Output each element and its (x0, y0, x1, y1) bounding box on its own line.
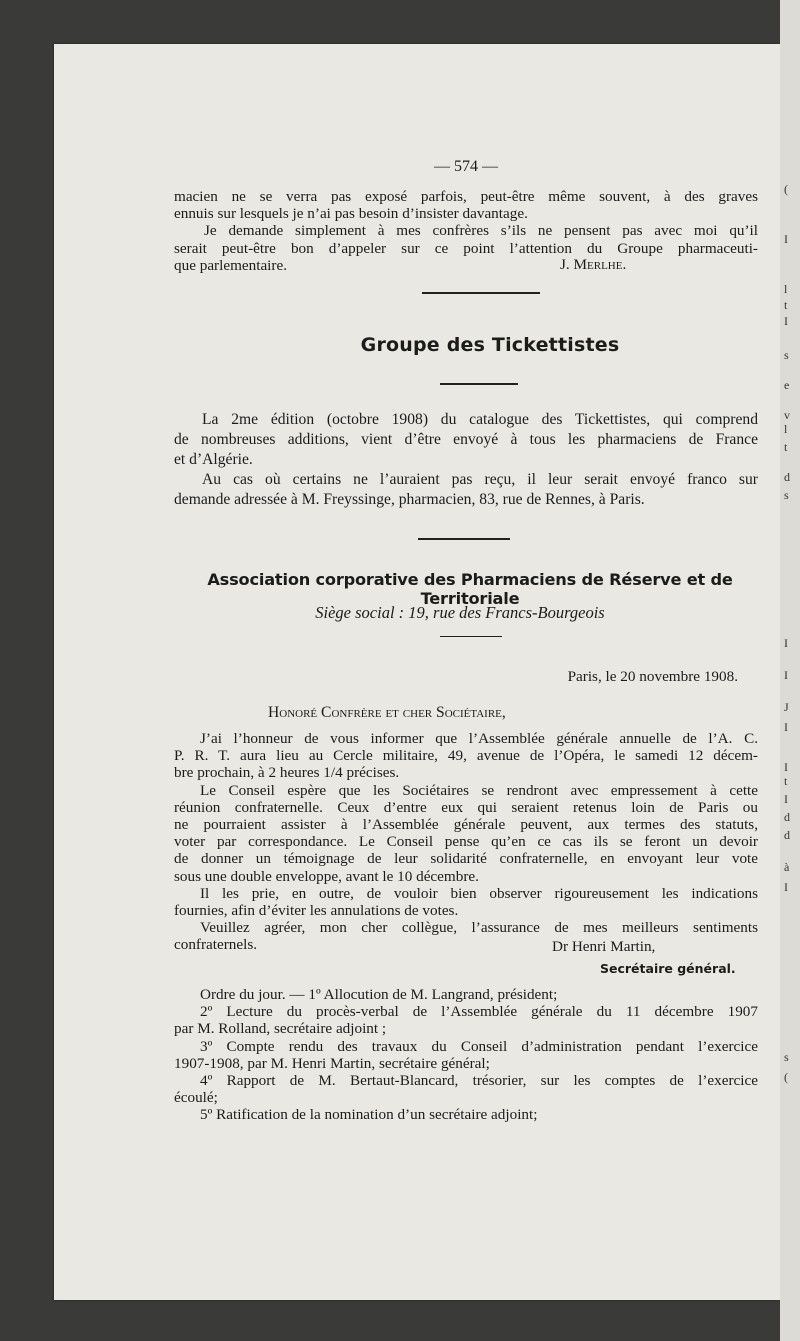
section1-line: La 2me édition (octobre 1908) du catalogue des Tickettistes, qui comprend (202, 411, 758, 428)
section-title-association: Association corporative des Pharmaciens de Réserve et de Territoriale (207, 570, 733, 608)
agenda-line: 1907-1908, par M. Henri Martin, secrétaire général; (174, 1054, 490, 1072)
letter-line: J’ai l’honneur de vous informer que l’Assemblée générale annuelle de l’A. C. (200, 730, 758, 747)
section1-line: et d’Algérie. (174, 451, 253, 468)
adjacent-page-edge (780, 0, 800, 1341)
divider (440, 636, 502, 637)
letter-line: sous une double enveloppe, avant le 10 décembre. (174, 867, 479, 885)
margin-glyph: l (784, 282, 788, 296)
divider (440, 383, 518, 385)
margin-glyph: I (784, 720, 788, 734)
letter-line: voter par correspondance. Le Conseil pense qu’en ce cas ils se feront un devoir (174, 833, 758, 851)
section1-line: de nombreuses additions, vient d’être envoyé à tous les pharmaciens de France (174, 431, 758, 448)
letter-salutation: Honoré Confrère et cher Sociétaire, (268, 704, 506, 721)
letter-date: Paris, le 20 novembre 1908. (567, 668, 738, 685)
agenda-line: 5º Ratification de la nomination d’un secrétaire adjoint; (200, 1106, 538, 1124)
letter-line: Le Conseil espère que les Sociétaires se rendront avec empressement à cette (200, 781, 758, 799)
margin-glyph: s (784, 1050, 789, 1064)
margin-glyph: I (784, 314, 788, 328)
intro-line: que parlementaire. (174, 256, 288, 274)
section1-line: Au cas où certains ne l’auraient pas reçu, il leur serait envoyé franco sur (202, 471, 758, 488)
page-number: — 574 — (434, 158, 498, 175)
letter-body (174, 730, 758, 954)
agenda-line: 3º Compte rendu des travaux du Conseil d’administration pendant l’exercice (200, 1037, 758, 1055)
agenda-line: Ordre du jour. — 1º Allocution de M. Langrand, président; (200, 986, 558, 1003)
intro-line: Je demande simplement à mes confrères s’ils ne pensent pas avec moi qu’il (204, 222, 758, 240)
margin-glyph: v (784, 408, 790, 422)
divider (418, 538, 510, 540)
letter-line: bre prochain, à 2 heures 1/4 précises. (174, 764, 400, 782)
agenda-line: écoulé; (174, 1089, 218, 1107)
intro-line: serait peut-être bon d’appeler sur ce point l’attention du Groupe pharmaceuti- (174, 239, 758, 257)
divider (422, 292, 540, 294)
margin-glyph: I (784, 668, 788, 682)
margin-glyph: à (784, 860, 790, 874)
margin-glyph: s (784, 348, 789, 362)
agenda-line: 4º Rapport de M. Bertaut-Blancard, trésorier, sur les comptes de l’exercice (200, 1072, 758, 1090)
letter-signature-name: Dr Henri Martin, (552, 938, 656, 955)
agenda-block (174, 986, 758, 1124)
letter-line: ne pourraient assister à l’Assemblée générale peuvent, aux termes des statuts, (174, 816, 758, 834)
margin-glyph: d (784, 470, 790, 484)
agenda-line: par M. Rolland, secrétaire adjoint ; (174, 1020, 387, 1038)
section1-body (174, 410, 758, 510)
margin-glyph: t (784, 440, 788, 454)
letter-line: Veuillez agréer, mon cher collègue, l’assurance de mes meilleurs sentiments (200, 919, 758, 937)
agenda-line: 2º Lecture du procès-verbal de l’Assemblée générale du 11 décembre 1907 (200, 1003, 758, 1021)
letter-line: de donner un témoignage de leur solidarité confraternelle, en envoyant leur vote (174, 850, 758, 868)
section2-subtitle: Siège social : 19, rue des Francs-Bourgeois (315, 603, 605, 622)
margin-glyph: ( (784, 1070, 788, 1084)
section-title-tickettistes: Groupe des Tickettistes (360, 334, 620, 356)
margin-glyph: ( (784, 182, 788, 196)
margin-glyph: t (784, 774, 788, 788)
margin-glyph: d (784, 810, 790, 824)
letter-line: confraternels. (174, 936, 258, 954)
letter-signature-title: Secrétaire général. (600, 961, 736, 976)
margin-glyph: d (784, 828, 790, 842)
margin-glyph: e (784, 378, 790, 392)
letter-line: P. R. T. aura lieu au Cercle militaire, 49, avenue de l’Opéra, le samedi 12 décem- (174, 747, 758, 765)
margin-glyph: J (784, 700, 789, 714)
letter-line: fournies, afin d’éviter les annulations de votes. (174, 902, 459, 920)
margin-glyph: s (784, 488, 789, 502)
letter-line: Il les prie, en outre, de vouloir bien observer rigoureusement les indications (200, 884, 758, 902)
margin-glyph: t (784, 298, 788, 312)
margin-glyph: I (784, 792, 788, 806)
section1-line: demande adressée à M. Freyssinge, pharmacien, 83, rue de Rennes, à Paris. (174, 491, 645, 508)
margin-glyph: I (784, 232, 788, 246)
intro-line: macien ne se verra pas exposé parfois, peut-être même souvent, à des graves (174, 188, 758, 205)
margin-glyph: I (784, 760, 788, 774)
margin-glyph: l (784, 422, 788, 436)
margin-glyph: I (784, 880, 788, 894)
letter-line: réunion confraternelle. Ceux d’entre eux qui seraient retenus loin de Paris ou (174, 798, 758, 816)
intro-signature: J. Merlhe. (560, 256, 627, 273)
margin-glyph: I (784, 636, 788, 650)
intro-line: ennuis sur lesquels je n’ai pas besoin d’insister davantage. (174, 205, 528, 223)
